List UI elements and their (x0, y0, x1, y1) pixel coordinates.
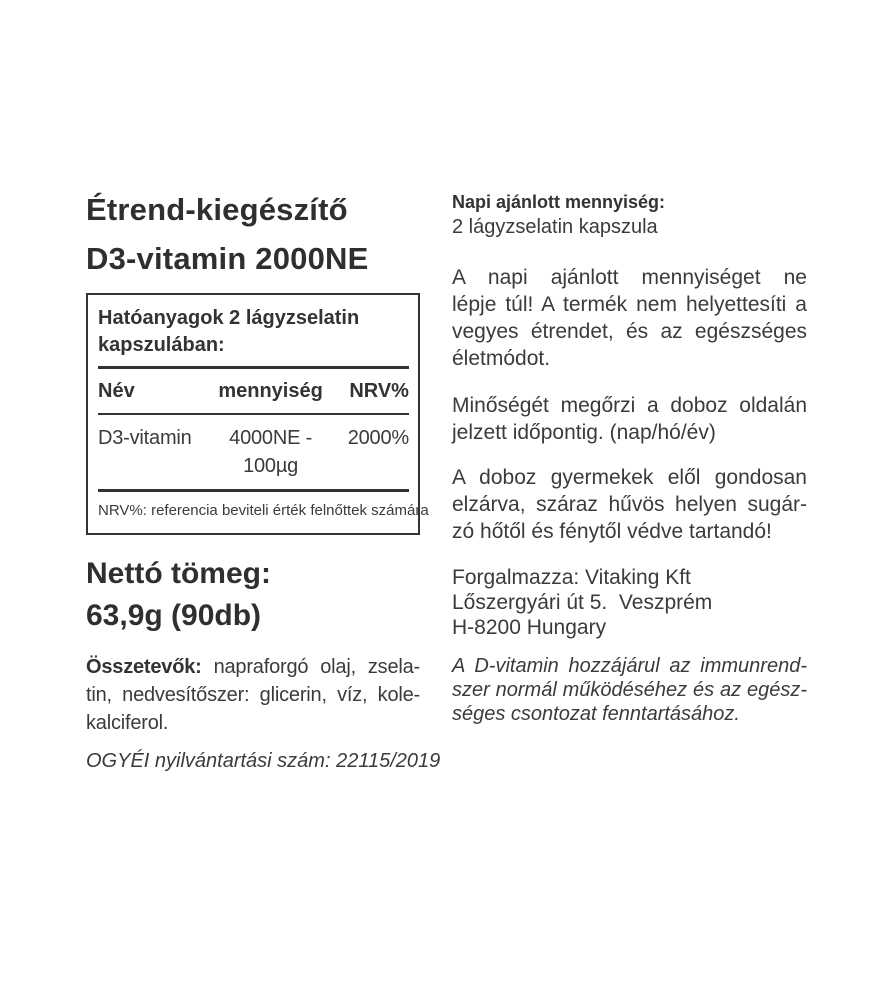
right-column (452, 190, 807, 726)
ingredients-paragraph (86, 653, 420, 737)
column-header-amount: mennyiség (218, 380, 323, 402)
health-claim-paragraph (452, 654, 807, 726)
table-cell-name: D3-vitamin (98, 427, 192, 449)
storage-line2: elzárva, száraz hűvös helyen sugár- (452, 493, 807, 516)
column-header-name: Név (98, 380, 135, 402)
table-row (98, 424, 409, 480)
net-weight-value: 63,9g (90db) (86, 599, 262, 632)
left-column (86, 185, 441, 773)
distributor-line3: H-8200 Hungary (452, 616, 607, 639)
product-title-line1: Étrend-kiegészítő (86, 192, 348, 227)
table-header-line2: kapszulában: (98, 334, 225, 356)
product-title (86, 185, 420, 283)
warning-line2: lépje túl! A termék nem helyettesíti a (452, 293, 807, 316)
table-footnote: NRV%: referencia beviteli érték felnőttek számára (98, 502, 429, 519)
ingredients-line1 (86, 653, 420, 681)
dose-value: 2 lágyzselatin kapszula (452, 216, 658, 238)
table-header-line1: Hatóanyagok 2 lágyzselatin (98, 307, 360, 329)
table-header (98, 305, 409, 359)
distributor-block (452, 565, 807, 640)
table-column-headers (98, 378, 409, 404)
table-rule-thin (98, 413, 409, 415)
dose-heading: Napi ajánlott mennyiség: (452, 192, 666, 212)
supplement-facts-table (86, 293, 429, 535)
column-header-nrv: NRV% (349, 380, 409, 402)
net-weight-label: Nettó tömeg: (86, 557, 271, 590)
quality-paragraph (452, 392, 807, 446)
health-claim-line1: A D-vitamin hozzájárul az immunrend- (452, 655, 807, 677)
ingredients-line3: kalciferol. (86, 712, 169, 734)
ingredients-line1-text: napraforgó olaj, zsela- (213, 656, 421, 678)
warning-line3: vegyes étrendet, és az egészséges (452, 320, 807, 343)
distributor-line2: Lőszergyári út 5. Veszprém (452, 591, 713, 614)
warning-paragraph (452, 264, 807, 372)
net-weight (86, 553, 420, 637)
warning-line1: A napi ajánlott mennyiséget ne (452, 266, 807, 289)
table-rule-thick-bottom (98, 489, 409, 492)
distributor-line1: Forgalmazza: Vitaking Kft (452, 566, 691, 589)
storage-line3: zó hőtől és fénytől védve tartandó! (452, 520, 772, 543)
quality-line1: Minőségét megőrzi a doboz oldalán (452, 394, 807, 417)
health-claim-line3: séges csontozat fenntartásához. (452, 703, 740, 725)
ingredients-label: Összetevők: (86, 656, 202, 678)
table-cell-amount: 4000NE - 100µg (229, 427, 313, 477)
warning-line4: életmódot. (452, 347, 551, 370)
table-cell-nrv: 2000% (347, 427, 409, 449)
storage-paragraph (452, 464, 807, 545)
ingredients-line2: tin, nedvesítőszer: glicerin, víz, kole- (86, 684, 420, 706)
health-claim-line2: szer normál működéséhez és az egész- (452, 679, 807, 701)
table-rule-thick-top (98, 366, 409, 369)
quality-line2: jelzett időpontig. (nap/hó/év) (452, 421, 716, 444)
product-title-line2: D3-vitamin 2000NE (86, 241, 369, 276)
registration-number: OGYÉI nyilvántartási szám: 22115/2019 (86, 750, 441, 772)
storage-line1: A doboz gyermekek elől gondosan (452, 466, 807, 489)
